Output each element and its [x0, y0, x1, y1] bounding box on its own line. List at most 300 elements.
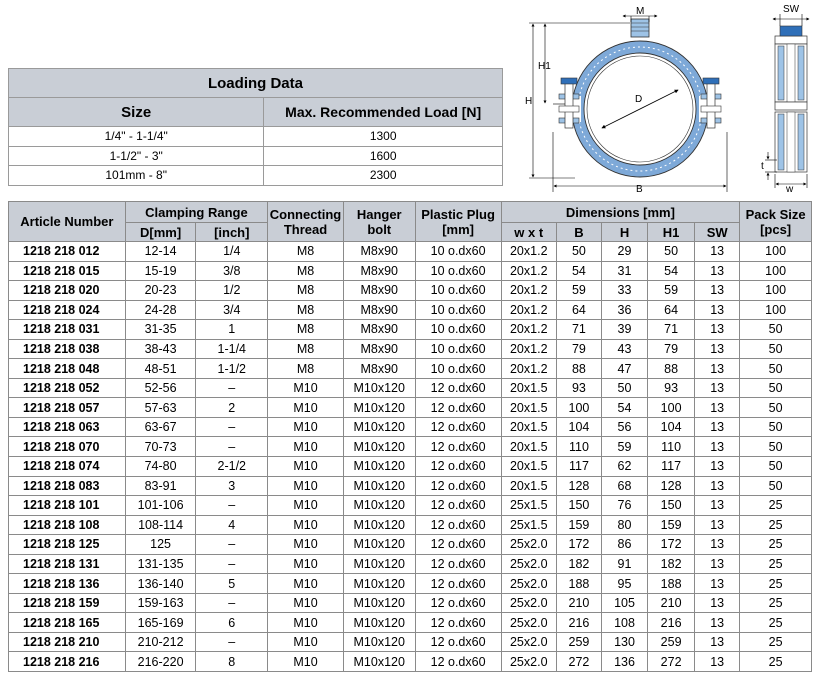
dim-b: 50	[556, 242, 601, 262]
dim-sw: 13	[695, 437, 740, 457]
article-number: 1218 218 159	[9, 593, 126, 613]
dim-h1: 104	[648, 417, 695, 437]
dim-h: 80	[601, 515, 647, 535]
dim-wxt: 20x1.2	[501, 359, 556, 379]
article-number: 1218 218 101	[9, 496, 126, 516]
article-number: 1218 218 020	[9, 281, 126, 301]
connecting-thread: M10	[268, 515, 344, 535]
hanger-bolt: M10x120	[343, 398, 415, 418]
label-sw: SW	[783, 4, 800, 15]
pack-size: 50	[740, 320, 812, 340]
article-number: 1218 218 165	[9, 613, 126, 633]
connecting-thread: M10	[268, 593, 344, 613]
dim-b: 259	[556, 632, 601, 652]
pack-size: 100	[740, 261, 812, 281]
connecting-thread: M8	[268, 359, 344, 379]
dim-h: 105	[601, 593, 647, 613]
clamping-d-mm: 15-19	[125, 261, 196, 281]
dim-sw: 13	[695, 417, 740, 437]
connecting-thread: M8	[268, 339, 344, 359]
dim-h: 59	[601, 437, 647, 457]
hanger-bolt: M10x120	[343, 593, 415, 613]
label-h: H	[525, 96, 533, 107]
dim-sw: 13	[695, 378, 740, 398]
article-number: 1218 218 024	[9, 300, 126, 320]
table-row	[9, 437, 812, 457]
hanger-bolt: M10x120	[343, 574, 415, 594]
dim-wxt: 25x2.0	[501, 632, 556, 652]
clamping-inch: –	[196, 378, 268, 398]
pack-size: 25	[740, 515, 812, 535]
dim-h1: 64	[648, 300, 695, 320]
clamping-inch: 1/2	[196, 281, 268, 301]
dim-h1: 272	[648, 652, 695, 672]
plastic-plug: 12 o.dx60	[415, 398, 501, 418]
loading-size: 1/4" - 1-1/4"	[9, 127, 264, 147]
plastic-plug: 12 o.dx60	[415, 496, 501, 516]
clamping-d-mm: 210-212	[125, 632, 196, 652]
dim-sw: 13	[695, 632, 740, 652]
table-row	[9, 281, 812, 301]
dim-b: 150	[556, 496, 601, 516]
dim-wxt: 20x1.2	[501, 339, 556, 359]
product-spec-table	[8, 201, 812, 672]
loading-title: Loading Data	[9, 69, 503, 98]
plastic-plug: 12 o.dx60	[415, 554, 501, 574]
connecting-thread: M8	[268, 320, 344, 340]
clamping-d-mm: 125	[125, 535, 196, 555]
hanger-bolt: M10x120	[343, 554, 415, 574]
dim-wxt: 20x1.5	[501, 437, 556, 457]
dim-wxt: 20x1.2	[501, 281, 556, 301]
pack-size: 50	[740, 398, 812, 418]
table-row	[9, 496, 812, 516]
plastic-plug: 12 o.dx60	[415, 593, 501, 613]
header-h1: H1	[648, 223, 695, 242]
dim-wxt: 25x2.0	[501, 574, 556, 594]
plastic-plug: 12 o.dx60	[415, 652, 501, 672]
dim-wxt: 20x1.2	[501, 300, 556, 320]
dim-sw: 13	[695, 574, 740, 594]
clamping-inch: 1-1/2	[196, 359, 268, 379]
dim-sw: 13	[695, 359, 740, 379]
dim-b: 172	[556, 535, 601, 555]
header-clamping-range: Clamping Range	[125, 202, 267, 223]
dim-sw: 13	[695, 476, 740, 496]
loading-load: 2300	[264, 166, 503, 186]
header-wxt: w x t	[501, 223, 556, 242]
dim-wxt: 25x2.0	[501, 613, 556, 633]
clamping-inch: 3	[196, 476, 268, 496]
dim-h1: 216	[648, 613, 695, 633]
dim-b: 159	[556, 515, 601, 535]
dim-h: 31	[601, 261, 647, 281]
dim-wxt: 20x1.5	[501, 398, 556, 418]
clamping-d-mm: 63-67	[125, 417, 196, 437]
dim-h1: 259	[648, 632, 695, 652]
pack-size: 100	[740, 281, 812, 301]
dim-h: 54	[601, 398, 647, 418]
dim-b: 210	[556, 593, 601, 613]
dim-sw: 13	[695, 496, 740, 516]
header-h: H	[601, 223, 647, 242]
plastic-plug: 12 o.dx60	[415, 437, 501, 457]
clamping-inch: 4	[196, 515, 268, 535]
table-row	[9, 339, 812, 359]
clamping-d-mm: 12-14	[125, 242, 196, 262]
plastic-plug: 12 o.dx60	[415, 457, 501, 477]
connecting-thread: M10	[268, 496, 344, 516]
loading-data-table	[8, 68, 503, 186]
dim-wxt: 20x1.2	[501, 242, 556, 262]
table-row	[9, 613, 812, 633]
dim-sw: 13	[695, 398, 740, 418]
table-row	[9, 632, 812, 652]
dim-wxt: 25x1.5	[501, 496, 556, 516]
dim-h1: 54	[648, 261, 695, 281]
dim-wxt: 25x1.5	[501, 515, 556, 535]
pack-size: 100	[740, 300, 812, 320]
hanger-bolt: M8x90	[343, 261, 415, 281]
pipe-clamp-diagram	[515, 2, 817, 194]
clamping-d-mm: 52-56	[125, 378, 196, 398]
clamping-d-mm: 48-51	[125, 359, 196, 379]
article-number: 1218 218 052	[9, 378, 126, 398]
article-number: 1218 218 012	[9, 242, 126, 262]
connecting-thread: M10	[268, 398, 344, 418]
dim-sw: 13	[695, 281, 740, 301]
clamping-inch: 1/4	[196, 242, 268, 262]
article-number: 1218 218 125	[9, 535, 126, 555]
dim-b: 59	[556, 281, 601, 301]
clamping-inch: 6	[196, 613, 268, 633]
label-d: D	[635, 94, 643, 105]
header-connecting-thread: Connecting Thread	[268, 202, 344, 242]
article-number: 1218 218 083	[9, 476, 126, 496]
connecting-thread: M10	[268, 613, 344, 633]
loading-size: 101mm - 8"	[9, 166, 264, 186]
article-number: 1218 218 070	[9, 437, 126, 457]
hanger-bolt: M10x120	[343, 417, 415, 437]
clamping-d-mm: 159-163	[125, 593, 196, 613]
clamp-front-view	[555, 19, 725, 177]
connecting-thread: M10	[268, 437, 344, 457]
plastic-plug: 12 o.dx60	[415, 574, 501, 594]
dim-b: 100	[556, 398, 601, 418]
connecting-thread: M8	[268, 261, 344, 281]
article-number: 1218 218 131	[9, 554, 126, 574]
connecting-thread: M10	[268, 574, 344, 594]
article-number: 1218 218 038	[9, 339, 126, 359]
dim-h: 43	[601, 339, 647, 359]
pack-size: 50	[740, 339, 812, 359]
plastic-plug: 12 o.dx60	[415, 417, 501, 437]
dim-b: 104	[556, 417, 601, 437]
plastic-plug: 12 o.dx60	[415, 535, 501, 555]
clamping-d-mm: 38-43	[125, 339, 196, 359]
dim-wxt: 20x1.5	[501, 378, 556, 398]
article-number: 1218 218 015	[9, 261, 126, 281]
article-number: 1218 218 216	[9, 652, 126, 672]
dim-sw: 13	[695, 515, 740, 535]
article-number: 1218 218 057	[9, 398, 126, 418]
hanger-bolt: M8x90	[343, 281, 415, 301]
clamping-inch: –	[196, 632, 268, 652]
hanger-bolt: M8x90	[343, 359, 415, 379]
dim-sw: 13	[695, 535, 740, 555]
connecting-thread: M10	[268, 378, 344, 398]
label-t: t	[761, 161, 764, 172]
pack-size: 25	[740, 593, 812, 613]
label-b: B	[636, 184, 643, 194]
dim-h1: 110	[648, 437, 695, 457]
hanger-bolt: M10x120	[343, 613, 415, 633]
hanger-bolt: M10x120	[343, 515, 415, 535]
hanger-bolt: M10x120	[343, 437, 415, 457]
pack-size: 50	[740, 378, 812, 398]
dim-b: 93	[556, 378, 601, 398]
dim-h1: 159	[648, 515, 695, 535]
dim-h1: 100	[648, 398, 695, 418]
dim-h: 33	[601, 281, 647, 301]
dim-b: 216	[556, 613, 601, 633]
article-number: 1218 218 048	[9, 359, 126, 379]
clamping-d-mm: 101-106	[125, 496, 196, 516]
clamp-side-view	[775, 26, 807, 172]
dim-h: 39	[601, 320, 647, 340]
dim-h1: 93	[648, 378, 695, 398]
header-sw: SW	[695, 223, 740, 242]
table-row	[9, 574, 812, 594]
dim-h: 136	[601, 652, 647, 672]
header-dimensions: Dimensions [mm]	[501, 202, 740, 223]
clamping-inch: 3/8	[196, 261, 268, 281]
header-hanger-bolt: Hanger bolt	[343, 202, 415, 242]
dim-h: 95	[601, 574, 647, 594]
hanger-bolt: M10x120	[343, 476, 415, 496]
dim-h1: 50	[648, 242, 695, 262]
dim-sw: 13	[695, 593, 740, 613]
hanger-bolt: M10x120	[343, 632, 415, 652]
dim-h1: 79	[648, 339, 695, 359]
dim-h: 108	[601, 613, 647, 633]
plastic-plug: 12 o.dx60	[415, 613, 501, 633]
col-header-size: Size	[9, 98, 264, 127]
connecting-thread: M10	[268, 632, 344, 652]
dim-wxt: 20x1.2	[501, 261, 556, 281]
plastic-plug: 12 o.dx60	[415, 476, 501, 496]
loading-row	[9, 127, 503, 147]
header-plastic-plug: Plastic Plug [mm]	[415, 202, 501, 242]
hanger-bolt: M10x120	[343, 457, 415, 477]
plastic-plug: 10 o.dx60	[415, 320, 501, 340]
plastic-plug: 12 o.dx60	[415, 378, 501, 398]
connecting-thread: M10	[268, 554, 344, 574]
dim-h1: 117	[648, 457, 695, 477]
clamping-inch: –	[196, 535, 268, 555]
dim-wxt: 25x2.0	[501, 593, 556, 613]
table-row	[9, 457, 812, 477]
clamping-d-mm: 74-80	[125, 457, 196, 477]
table-row	[9, 261, 812, 281]
dim-sw: 13	[695, 320, 740, 340]
dim-sw: 13	[695, 554, 740, 574]
header-pack-size: Pack Size [pcs]	[740, 202, 812, 242]
dim-b: 272	[556, 652, 601, 672]
connecting-thread: M10	[268, 535, 344, 555]
dim-h1: 88	[648, 359, 695, 379]
clamping-d-mm: 136-140	[125, 574, 196, 594]
dim-h: 130	[601, 632, 647, 652]
pack-size: 50	[740, 457, 812, 477]
clamping-inch: –	[196, 593, 268, 613]
table-row	[9, 378, 812, 398]
label-h1: H1	[538, 61, 551, 72]
table-row	[9, 476, 812, 496]
dim-b: 182	[556, 554, 601, 574]
clamping-inch: 1-1/4	[196, 339, 268, 359]
connecting-thread: M8	[268, 242, 344, 262]
dim-sw: 13	[695, 300, 740, 320]
connecting-thread: M8	[268, 300, 344, 320]
plastic-plug: 10 o.dx60	[415, 339, 501, 359]
hanger-bolt: M8x90	[343, 300, 415, 320]
clamping-inch: 2-1/2	[196, 457, 268, 477]
dim-h1: 59	[648, 281, 695, 301]
header-b: B	[556, 223, 601, 242]
connecting-thread: M10	[268, 476, 344, 496]
pack-size: 25	[740, 554, 812, 574]
dim-b: 128	[556, 476, 601, 496]
connecting-thread: M10	[268, 417, 344, 437]
pack-size: 25	[740, 613, 812, 633]
hanger-bolt: M8x90	[343, 320, 415, 340]
table-row	[9, 398, 812, 418]
dim-b: 54	[556, 261, 601, 281]
loading-row	[9, 146, 503, 166]
article-number: 1218 218 063	[9, 417, 126, 437]
article-number: 1218 218 136	[9, 574, 126, 594]
pack-size: 50	[740, 359, 812, 379]
loading-load: 1300	[264, 127, 503, 147]
dim-wxt: 20x1.5	[501, 476, 556, 496]
clamping-d-mm: 70-73	[125, 437, 196, 457]
plastic-plug: 10 o.dx60	[415, 300, 501, 320]
header-article-number: Article Number	[9, 202, 126, 242]
header-inch: [inch]	[196, 223, 268, 242]
dim-h: 86	[601, 535, 647, 555]
dim-wxt: 25x2.0	[501, 652, 556, 672]
article-number: 1218 218 210	[9, 632, 126, 652]
label-m: M	[636, 6, 645, 17]
table-row	[9, 300, 812, 320]
clamping-inch: –	[196, 417, 268, 437]
clamping-d-mm: 216-220	[125, 652, 196, 672]
clamping-d-mm: 108-114	[125, 515, 196, 535]
plastic-plug: 10 o.dx60	[415, 242, 501, 262]
dim-sw: 13	[695, 652, 740, 672]
dim-b: 79	[556, 339, 601, 359]
dim-wxt: 20x1.5	[501, 417, 556, 437]
loading-row	[9, 166, 503, 186]
dim-wxt: 20x1.2	[501, 320, 556, 340]
table-row	[9, 535, 812, 555]
dim-sw: 13	[695, 261, 740, 281]
pack-size: 25	[740, 574, 812, 594]
hanger-bolt: M8x90	[343, 242, 415, 262]
dim-wxt: 25x2.0	[501, 535, 556, 555]
connecting-thread: M8	[268, 281, 344, 301]
pack-size: 50	[740, 476, 812, 496]
dim-h1: 182	[648, 554, 695, 574]
plastic-plug: 10 o.dx60	[415, 281, 501, 301]
clamping-inch: 1	[196, 320, 268, 340]
clamping-d-mm: 31-35	[125, 320, 196, 340]
dim-h: 50	[601, 378, 647, 398]
dim-h: 68	[601, 476, 647, 496]
dim-sw: 13	[695, 339, 740, 359]
spec-table-body	[9, 242, 812, 672]
hanger-bolt: M10x120	[343, 496, 415, 516]
pack-size: 25	[740, 632, 812, 652]
dim-h1: 172	[648, 535, 695, 555]
table-row	[9, 515, 812, 535]
clamping-inch: –	[196, 496, 268, 516]
article-number: 1218 218 108	[9, 515, 126, 535]
plastic-plug: 12 o.dx60	[415, 515, 501, 535]
clamping-inch: 8	[196, 652, 268, 672]
table-row	[9, 652, 812, 672]
loading-load: 1600	[264, 146, 503, 166]
hanger-bolt: M8x90	[343, 339, 415, 359]
dim-wxt: 20x1.5	[501, 457, 556, 477]
article-number: 1218 218 074	[9, 457, 126, 477]
label-w: w	[786, 184, 794, 194]
clamping-inch: 2	[196, 398, 268, 418]
dim-b: 117	[556, 457, 601, 477]
dim-sw: 13	[695, 242, 740, 262]
hanger-bolt: M10x120	[343, 652, 415, 672]
plastic-plug: 10 o.dx60	[415, 359, 501, 379]
plastic-plug: 12 o.dx60	[415, 632, 501, 652]
dim-b: 88	[556, 359, 601, 379]
dim-h1: 210	[648, 593, 695, 613]
pack-size: 100	[740, 242, 812, 262]
clamping-inch: 3/4	[196, 300, 268, 320]
dim-h1: 188	[648, 574, 695, 594]
dim-b: 110	[556, 437, 601, 457]
pack-size: 50	[740, 417, 812, 437]
table-row	[9, 554, 812, 574]
connecting-thread: M10	[268, 457, 344, 477]
clamping-d-mm: 83-91	[125, 476, 196, 496]
dim-h: 29	[601, 242, 647, 262]
dim-h: 36	[601, 300, 647, 320]
dim-h: 47	[601, 359, 647, 379]
col-header-load: Max. Recommended Load [N]	[264, 98, 503, 127]
hanger-bolt: M10x120	[343, 378, 415, 398]
table-row	[9, 242, 812, 262]
table-row	[9, 359, 812, 379]
dim-h1: 128	[648, 476, 695, 496]
header-d-mm: D[mm]	[125, 223, 196, 242]
dim-h: 76	[601, 496, 647, 516]
clamping-inch: 5	[196, 574, 268, 594]
loading-size: 1-1/2" - 3"	[9, 146, 264, 166]
clamping-d-mm: 165-169	[125, 613, 196, 633]
plastic-plug: 10 o.dx60	[415, 261, 501, 281]
article-number: 1218 218 031	[9, 320, 126, 340]
